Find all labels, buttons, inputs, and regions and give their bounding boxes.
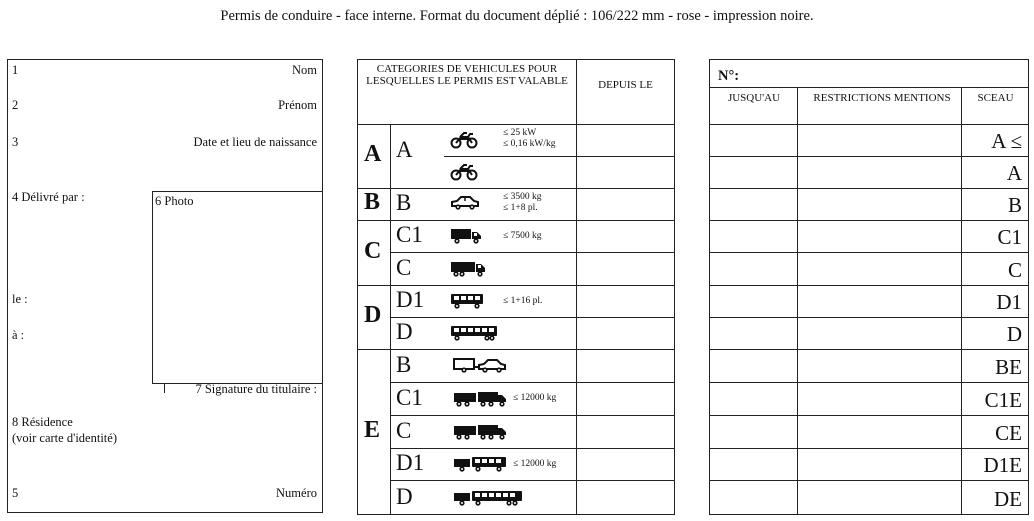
field-label-le: le : [12, 292, 28, 306]
row-divider [390, 448, 674, 449]
truck-trailer-icon [453, 390, 507, 413]
header-divider [358, 124, 674, 125]
field-label-photo: 6 Photo [155, 194, 194, 208]
category-limit: ≤ 12000 kg [513, 393, 557, 403]
group-letter-E: E [364, 417, 381, 443]
field-number-1: 1 [12, 63, 19, 77]
minibus-trailer-icon [453, 455, 507, 478]
column-divider [576, 60, 577, 514]
signature-divider [164, 384, 165, 393]
restrictions-panel [709, 59, 1029, 515]
field-number-3: 3 [12, 135, 19, 149]
row-divider [390, 480, 674, 481]
row-divider [390, 220, 674, 221]
row-divider [390, 188, 674, 189]
car-trailer-icon [453, 357, 507, 380]
seal-label: D [1006, 322, 1022, 346]
category-code-C1: C1 [396, 384, 423, 410]
photo-box [152, 191, 323, 384]
categories-panel [357, 59, 675, 515]
field-label-signature: 7 Signature du titulaire : [195, 382, 317, 396]
seal-label: A ≤ [991, 129, 1022, 153]
field-label-numero: Numéro [276, 486, 317, 500]
row-divider [710, 156, 1028, 157]
seal-label: C [1007, 257, 1022, 282]
field-label-voir-carte: (voir carte d'identité) [12, 431, 117, 445]
field-number-5: 5 [12, 486, 19, 500]
field-label-date-lieu: Date et lieu de naissance [193, 135, 317, 149]
row-divider [390, 415, 674, 416]
category-code-A: A [396, 137, 413, 162]
document-caption: Permis de conduire - face interne. Format du document déplié : 106/222 mm - rose - impression noire. [220, 8, 814, 24]
category-limit: ≤ 3500 kg ≤ 1+8 pl. [503, 192, 542, 213]
row-divider [710, 382, 1028, 383]
row-divider [390, 349, 674, 350]
motorcycle-icon [450, 131, 478, 154]
column-divider [797, 87, 798, 514]
category-code-D: D [396, 483, 413, 509]
column-divider [961, 87, 962, 514]
truck-trailer-icon [453, 423, 507, 446]
bus-trailer-icon [453, 489, 523, 512]
row-divider [710, 285, 1028, 286]
header-categories: CATEGORIES DE VEHICULES POUR LESQUELLES LE PERMIS EST VALABLE [366, 63, 568, 87]
category-code-C: C [396, 254, 412, 280]
header-depuis-le: DEPUIS LE [598, 79, 653, 91]
category-code-D1: D1 [396, 287, 425, 312]
seal-label: A [1006, 161, 1022, 185]
seal-label: CE [995, 420, 1022, 445]
row-divider [710, 252, 1028, 253]
bus-icon [450, 324, 498, 347]
row-divider [710, 415, 1028, 416]
header-jusqu-au: JUSQU'AU [727, 92, 781, 104]
category-code-B: B [396, 351, 412, 377]
field-label-residence: 8 Résidence [12, 415, 73, 429]
row-divider [710, 317, 1028, 318]
row-divider [710, 349, 1028, 350]
field-label-delivre: 4 Délivré par : [12, 190, 85, 204]
seal-label: BE [995, 354, 1022, 379]
row-divider [390, 252, 674, 253]
group-letter-A: A [364, 141, 382, 167]
header-divider [710, 124, 1028, 125]
category-limit: ≤ 25 kW ≤ 0,16 kW/kg [503, 128, 556, 149]
group-letter-B: B [364, 189, 381, 215]
permit-number-label: N°: [718, 68, 740, 84]
group-letter-D: D [364, 302, 382, 328]
category-code-C: C [396, 417, 412, 443]
group-letter-C: C [364, 237, 382, 264]
light-truck-icon [450, 227, 482, 250]
field-label-nom: Nom [292, 63, 317, 77]
category-code-D1: D1 [396, 450, 425, 475]
row-divider [710, 448, 1028, 449]
category-limit: ≤ 7500 kg [503, 230, 542, 241]
header-sceau: SCEAU [977, 92, 1014, 104]
header-restrictions: RESTRICTIONS MENTIONS [813, 92, 951, 104]
holder-panel [7, 59, 323, 513]
row-divider [444, 156, 674, 157]
group-column-divider [390, 124, 391, 514]
category-limit: ≤ 12000 kg [513, 458, 557, 469]
field-number-2: 2 [12, 98, 19, 112]
minibus-icon [450, 292, 484, 315]
seal-label: B [1007, 193, 1022, 217]
truck-icon [450, 260, 486, 283]
row-divider [390, 382, 674, 383]
seal-label: C1E [984, 387, 1022, 412]
row-divider [390, 285, 674, 286]
car-icon [450, 195, 480, 216]
category-code-B: B [396, 190, 412, 215]
row-divider [710, 188, 1028, 189]
category-code-D: D [396, 319, 413, 344]
row-divider [710, 220, 1028, 221]
category-limit: ≤ 1+16 pl. [503, 295, 543, 306]
seal-label: D1E [983, 453, 1022, 477]
field-label-a: à : [12, 328, 25, 342]
category-code-C1: C1 [396, 222, 423, 247]
seal-label: C1 [997, 225, 1022, 249]
seal-label: D1 [996, 290, 1022, 314]
motorcycle-icon [450, 163, 478, 186]
field-label-prenom: Prénom [278, 98, 317, 112]
seal-label: DE [994, 486, 1022, 511]
header-top-divider [710, 87, 1028, 88]
row-divider [390, 317, 674, 318]
row-divider [710, 480, 1028, 481]
